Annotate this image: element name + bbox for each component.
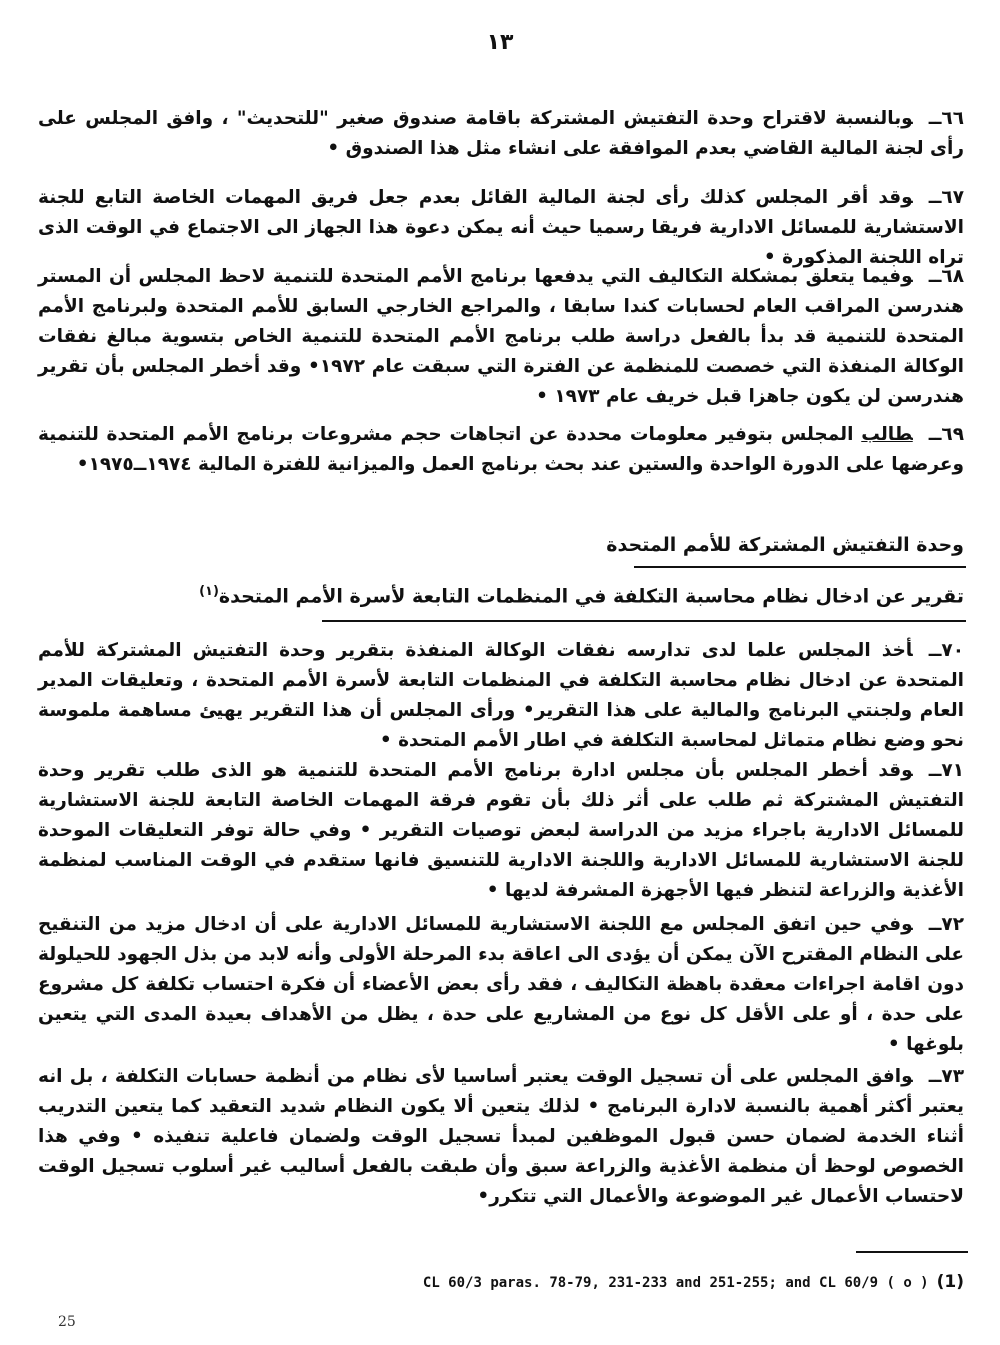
paragraph-text: وافق المجلس على أن تسجيل الوقت يعتبر أساسيا لأى نظام من أنظمة حسابات التكلفة ، بل انه يعتبر أكثر أهمية بالنسبة لادارة البرنامج • لذلك يتعين ألا يكون النظام شديد التعقيد كما يتعين التدريب أثناء الخدمة لضمان حسن قبول الموظفين لمبدأ تسجيل الوقت ولضمان فاعلية تنفيذه • وفي هذا الخصوص لوحظ أن منظمة الأغذية والزراعة سبق وأن طبقت بالفعل أساليب غير أسلوب تسجيل الوقت لاحتساب الأعمال غير الموضوعة والأعمال التي تتكرر• (38, 1066, 964, 1207)
paragraph-number: ٧٢ــ (928, 914, 964, 935)
section-heading: وحدة التفتيش المشتركة للأمم المتحدة (606, 534, 964, 556)
footnote-ref: (١) (199, 584, 219, 599)
page-number: ١٣ (486, 30, 514, 55)
paragraph-70 (38, 636, 964, 756)
footnote-text: CL 60/3 paras. 78-79, 231-233 and 251-255; and CL 60/9 ( o ) (422, 1275, 929, 1291)
paragraph-text: وفي حين اتفق المجلس مع اللجنة الاستشارية للمسائل الادارية على أن ادخال مزيد من التنقيح على النظام المقترح الآن يمكن أن يؤدى الى اعاقة بدء المرحلة الأولى وأنه لابد من بذل الجهود للحيلولة دون اقامة اجراءات معقدة باهظة التكاليف ، فقد رأى بعض الأعضاء أن فكرة احتساب تكلفة كل مشروع على حدة ، أو على الأقل كل نوع من المشاريع على حدة ، يظل من الأهداف بعيدة المدى التي يتعين بلوغها • (38, 914, 964, 1055)
paragraph-number: ٦٨ــ (928, 266, 964, 287)
paragraph-text: أخذ المجلس علما لدى تدارسه نفقات الوكالة المنفذة بتقرير وحدة التفتيش المشتركة للأمم المتحدة عن ادخال نظام محاسبة التكلفة في المنظمات التابعة لأسرة الأمم المتحدة ، وتعليقات المدير العام ولجنتي البرنامج والمالية على هذا التقرير• ورأى المجلس أن هذا التقرير يهيئ مساهمة ملموسة نحو وضع نظام متماثل لمحاسبة التكلفة في اطار الأمم المتحدة • (38, 640, 964, 751)
subheading-text: تقرير عن ادخال نظام محاسبة التكلفة في المنظمات التابعة لأسرة الأمم المتحدة (218, 585, 964, 608)
paragraph-number: ٦٧ــ (928, 187, 964, 208)
footnote-mark: (1) (936, 1272, 964, 1292)
paragraph-67 (38, 183, 964, 273)
footnote-separator (856, 1251, 968, 1253)
paragraph-number: ٦٩ــ (928, 424, 964, 445)
paragraph-number: ٧١ــ (928, 760, 964, 781)
paragraph-text: وقد أقر المجلس كذلك رأى لجنة المالية القائل بعدم جعل فريق المهمات الخاصة التابع للجنة الاستشارية للمسائل الادارية فريقا رسميا حيث أنه يمكن دعوة هذا الجهاز الى الاجتماع في الوقت الذى تراه اللجنة المذكورة • (38, 187, 964, 268)
paragraph-68 (38, 262, 964, 412)
paragraph-73 (38, 1062, 964, 1212)
paragraph-text: وقد أخطر المجلس بأن مجلس ادارة برنامج الأمم المتحدة للتنمية هو الذى طلب تقرير وحدة التفتيش المشتركة ثم طلب على أثر ذلك بأن تقوم فرقة المهمات الخاصة التابعة للجنة الاستشارية للمسائل الادارية باجراء مزيد من الدراسة لبعض توصيات التقرير • وفي حالة توفر التعليقات الموحدة للجنة الاستشارية للمسائل الادارية واللجنة الادارية للتنسيق فانها ستقدم في الوقت المناسب لمنظمة الأغذية والزراعة لتنظر فيها الأجهزة المشرفة لديها • (38, 760, 964, 901)
heading-underline (634, 566, 966, 568)
paragraph-71 (38, 756, 964, 906)
paragraph-66 (38, 104, 964, 164)
footnote (423, 1272, 964, 1292)
paragraph-text: وفيما يتعلق بمشكلة التكاليف التي يدفعها برنامج الأمم المتحدة للتنمية لاحظ المجلس أن المستر هندرسن المراقب العام لحسابات كندا سابقا ، والمراجع الخارجي السابق للأمم المتحدة ولبرنامج الأمم المتحدة للتنمية قد بدأ بالفعل دراسة طلب برنامج الأمم المتحدة للتنمية الخاص بتسوية مبالغ نفقات الوكالة المنفذة التي خصصت للمنظمة عن الفترة التي سبقت عام ١٩٧٢• وقد أخطر المجلس بأن تقرير هندرسن لن يكون جاهزا قبل خريف عام ١٩٧٣ • (38, 266, 964, 407)
handwritten-mark: 25 (58, 1314, 76, 1330)
paragraph-72 (38, 910, 964, 1060)
paragraph-text: المجلس بتوفير معلومات محددة عن اتجاهات حجم مشروعات برنامج الأمم المتحدة للتنمية وعرضها على الدورة الواحدة والستين عند بحث برنامج العمل والميزانية للفترة المالية ١٩٧٤ــ١٩٧٥• (38, 424, 964, 475)
paragraph-number: ٦٦ــ (928, 108, 964, 129)
underlined-word: طالب (861, 424, 913, 445)
subheading-underline (322, 620, 966, 622)
paragraph-number: ٧٠ــ (928, 640, 964, 661)
paragraph-number: ٧٣ــ (928, 1066, 964, 1087)
paragraph-text: وبالنسبة لاقتراح وحدة التفتيش المشتركة باقامة صندوق صغير "للتحديث" ، وافق المجلس على رأى لجنة المالية القاضي بعدم الموافقة على انشاء مثل هذا الصندوق • (38, 108, 964, 159)
paragraph-69 (38, 420, 964, 480)
section-subheading (199, 584, 964, 607)
